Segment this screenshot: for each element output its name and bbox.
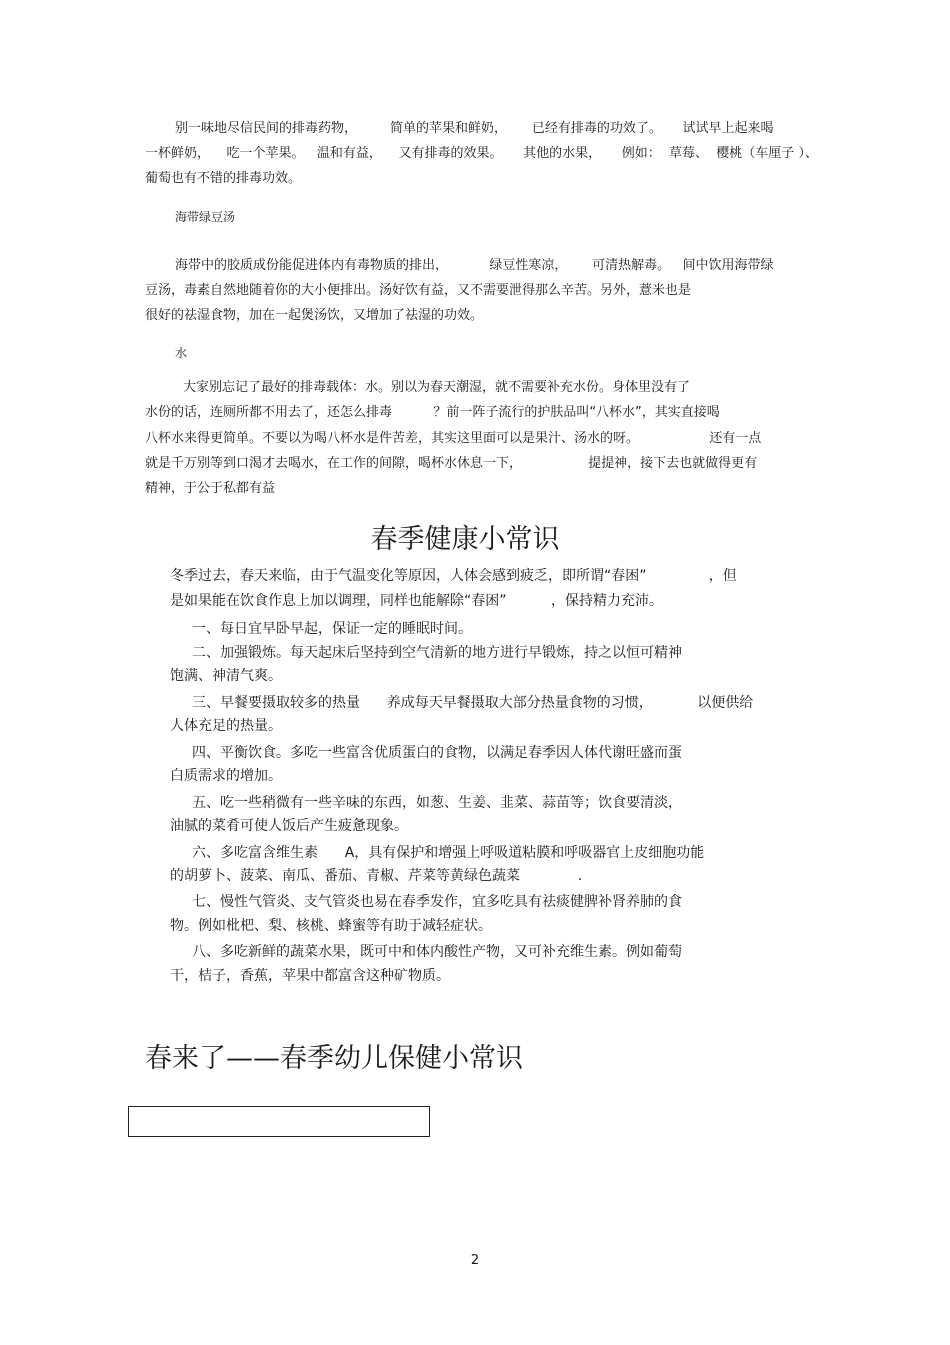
list-item-line: 的胡萝卜、菠菜、南瓜、番茄、青椒、芹菜等黄绿色蔬菜 .	[170, 868, 583, 884]
list-item-line: 二、加强锻炼。每天起床后坚持到空气清新的地方进行早锻炼，持之以恒可精神	[192, 645, 682, 661]
list-item-line: 四、平衡饮食。多吃一些富含优质蛋白的食物，以满足春季因人体代谢旺盛而蛋	[192, 745, 682, 761]
section-title-child-health: 春来了——春季幼儿保健小常识	[145, 1043, 523, 1074]
list-item-line: 三、早餐要摄取较多的热量 养成每天早餐摄取大部分热量食物的习惯， 以便供给	[192, 695, 754, 711]
subheading-water: 水	[175, 346, 188, 360]
list-item-line: 七、慢性气管炎、支气管炎也易在春季发作，宜多吃具有祛痰健脾补肾养肺的食	[192, 894, 682, 910]
page-number: 2	[470, 1253, 480, 1268]
paragraph-line: 大家别忘记了最好的排毒载体：水。别以为春天潮湿，就不需要补充水份。身体里没有了	[183, 380, 691, 395]
list-item-line: 饱满、神清气爽。	[170, 668, 282, 684]
paragraph-line: 别一味地尽信民间的排毒药物， 简单的苹果和鲜奶， 已经有排毒的功效了。 试试早上起来喝	[175, 121, 774, 136]
paragraph-line: 葡萄也有不错的排毒功效。	[145, 171, 302, 186]
list-item-line: 白质需求的增加。	[170, 768, 282, 784]
paragraph-line: 很好的祛湿食物，加在一起煲汤饮，又增加了祛湿的功效。	[145, 308, 484, 323]
intro-line: 冬季过去，春天来临，由于气温变化等原因，人体会感到疲乏，即所谓“春困” ，但	[170, 568, 737, 584]
list-item-line: 人体充足的热量。	[170, 718, 282, 734]
intro-line: 是如果能在饮食作息上加以调理，同样也能解除“春困” ，保持精力充沛。	[170, 593, 664, 609]
list-item-line: 干，桔子，香蕉，苹果中都富含这种矿物质。	[170, 968, 450, 984]
paragraph-line: 一杯鲜奶， 吃一个苹果。 温和有益， 又有排毒的效果。 其他的水果， 例如： 草莓、 樱桃（车厘子 ）、	[145, 146, 818, 161]
paragraph-line: 八杯水来得更简单。不要以为喝八杯水是件苦差，其实这里面可以是果汁、汤水的呀。 还有一点	[145, 431, 762, 446]
paragraph-line: 海带中的胶质成份能促进体内有毒物质的排出， 绿豆性寒凉， 可清热解毒。 间中饮用海带绿	[175, 258, 774, 273]
list-item-line: 一、每日宜早卧早起，保证一定的睡眠时间。	[192, 621, 472, 637]
paragraph-line: 水份的话，连厕所都不用去了，还怎么排毒 ？前一阵子流行的护肤品叫“八杯水”，其实直接喝	[145, 405, 720, 420]
paragraph-line: 精神，于公于私都有益	[145, 481, 276, 496]
list-item-line: 五、吃一些稍微有一些辛味的东西，如葱、生姜、韭菜、蒜苗等；饮食要清淡，	[192, 795, 682, 811]
paragraph-line: 就是千万别等到口渴才去喝水，在工作的间隙，喝杯水休息一下， 提提神，接下去也就做得更有	[145, 456, 758, 471]
subheading-kelp-mungbean-soup: 海带绿豆汤	[175, 210, 236, 224]
empty-text-box	[128, 1106, 430, 1137]
list-item-line: 物。例如枇杷、梨、核桃、蜂蜜等有助于减轻症状。	[170, 918, 492, 934]
list-item-line: 八、多吃新鲜的蔬菜水果，既可中和体内酸性产物，又可补充维生素。例如葡萄	[192, 944, 682, 960]
paragraph-line: 豆汤，毒素自然地随着你的大小便排出。汤好饮有益，又不需要泄得那么辛苦。另外，薏米也是	[145, 283, 692, 298]
list-item-line: 六、多吃富含维生素 A，具有保护和增强上呼吸道粘膜和呼吸器官上皮细胞功能	[192, 845, 705, 861]
list-item-line: 油腻的菜肴可使人饭后产生疲惫现象。	[170, 818, 408, 834]
section-title-spring-health: 春季健康小常识	[370, 524, 560, 555]
